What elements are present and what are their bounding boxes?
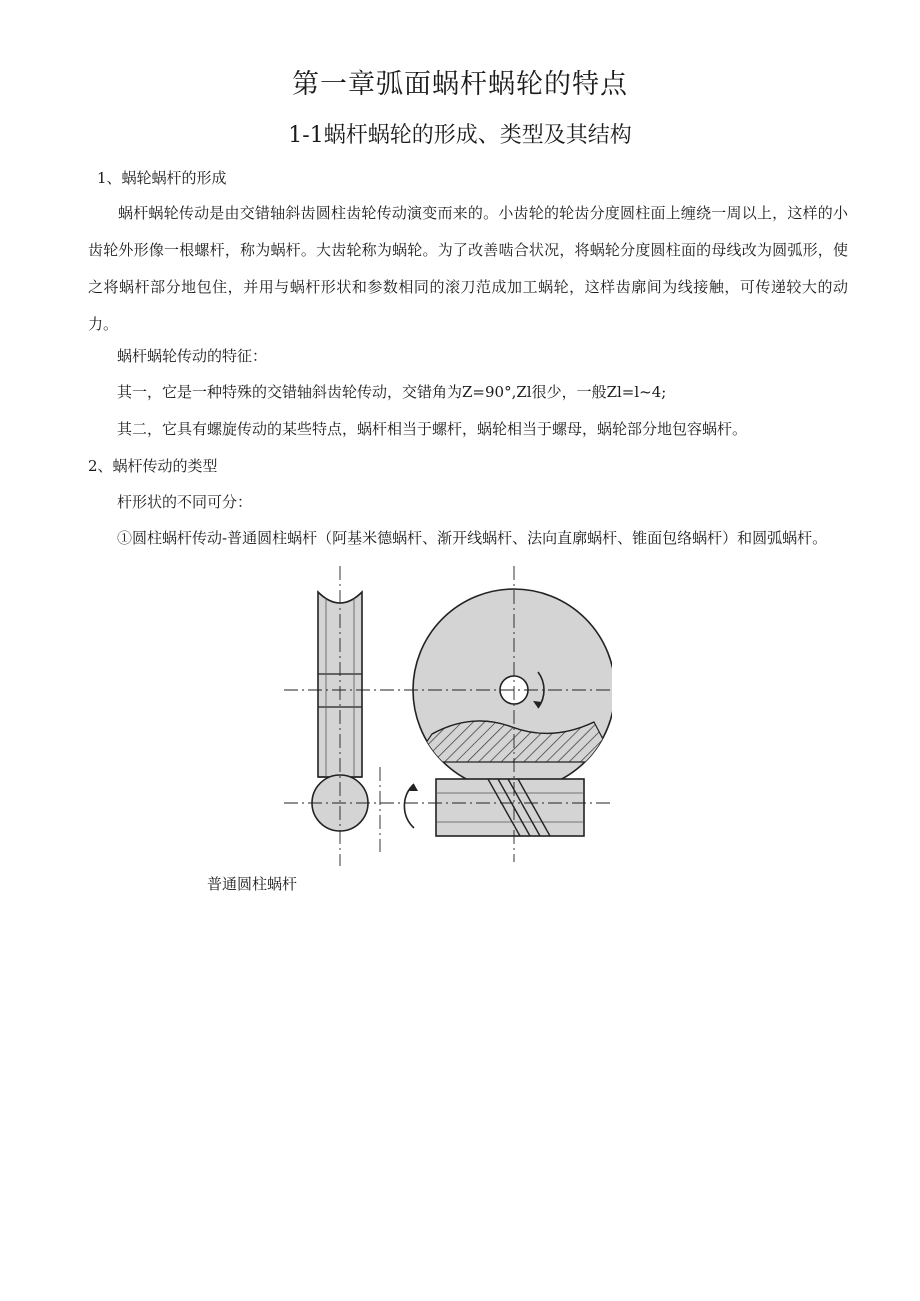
figure-caption: 普通圆柱蜗杆 bbox=[207, 875, 298, 893]
formation-paragraph: 蜗杆蜗轮传动是由交错轴斜齿圆柱齿轮传动演变而来的。小齿轮的轮齿分度圆柱面上缠绕一周以上，这样的小齿轮外形像一根螺杆，称为蜗杆。大齿轮称为蜗轮。为了改善啮合状况，将蜗轮分度圆柱面的母线改为圆弧形，使之将蜗杆部分地包住，并用与蜗杆形状和参数相同的滚刀范成加工蜗轮，这样齿廓间为线接触，可传递较大的动力。 bbox=[88, 204, 848, 333]
chapter-title: 第一章弧面蜗杆蜗轮的特点 bbox=[292, 69, 628, 100]
subsection-heading-formation: 1、蜗轮蜗杆的形成 bbox=[97, 169, 227, 187]
worm-side-view bbox=[404, 779, 584, 836]
feature-heading: 蜗杆蜗轮传动的特征： bbox=[117, 347, 268, 365]
feature-item-2: 其二，它具有螺旋传动的某些特点，蜗杆相当于螺杆，蜗轮相当于螺母，蜗轮部分地包容蜗杆。 bbox=[117, 420, 748, 438]
worm-gear-figure bbox=[282, 562, 612, 870]
section-title: 1-1蜗杆蜗轮的形成、类型及其结构 bbox=[288, 123, 632, 148]
feature-item-1: 其一，它是一种特殊的交错轴斜齿轮传动，交错角为Z=90°,Zl很少，一般Zl=l~4; bbox=[117, 383, 667, 401]
subsection-heading-types: 2、蜗杆传动的类型 bbox=[88, 457, 218, 475]
types-intro: 杆形状的不同可分： bbox=[117, 493, 253, 511]
type-item-1: ①圆柱蜗杆传动-普通圆柱蜗杆（阿基米德蜗杆、渐开线蜗杆、法向直廓蜗杆、锥面包络蜗杆）和圆弧蜗杆。 bbox=[117, 529, 828, 547]
